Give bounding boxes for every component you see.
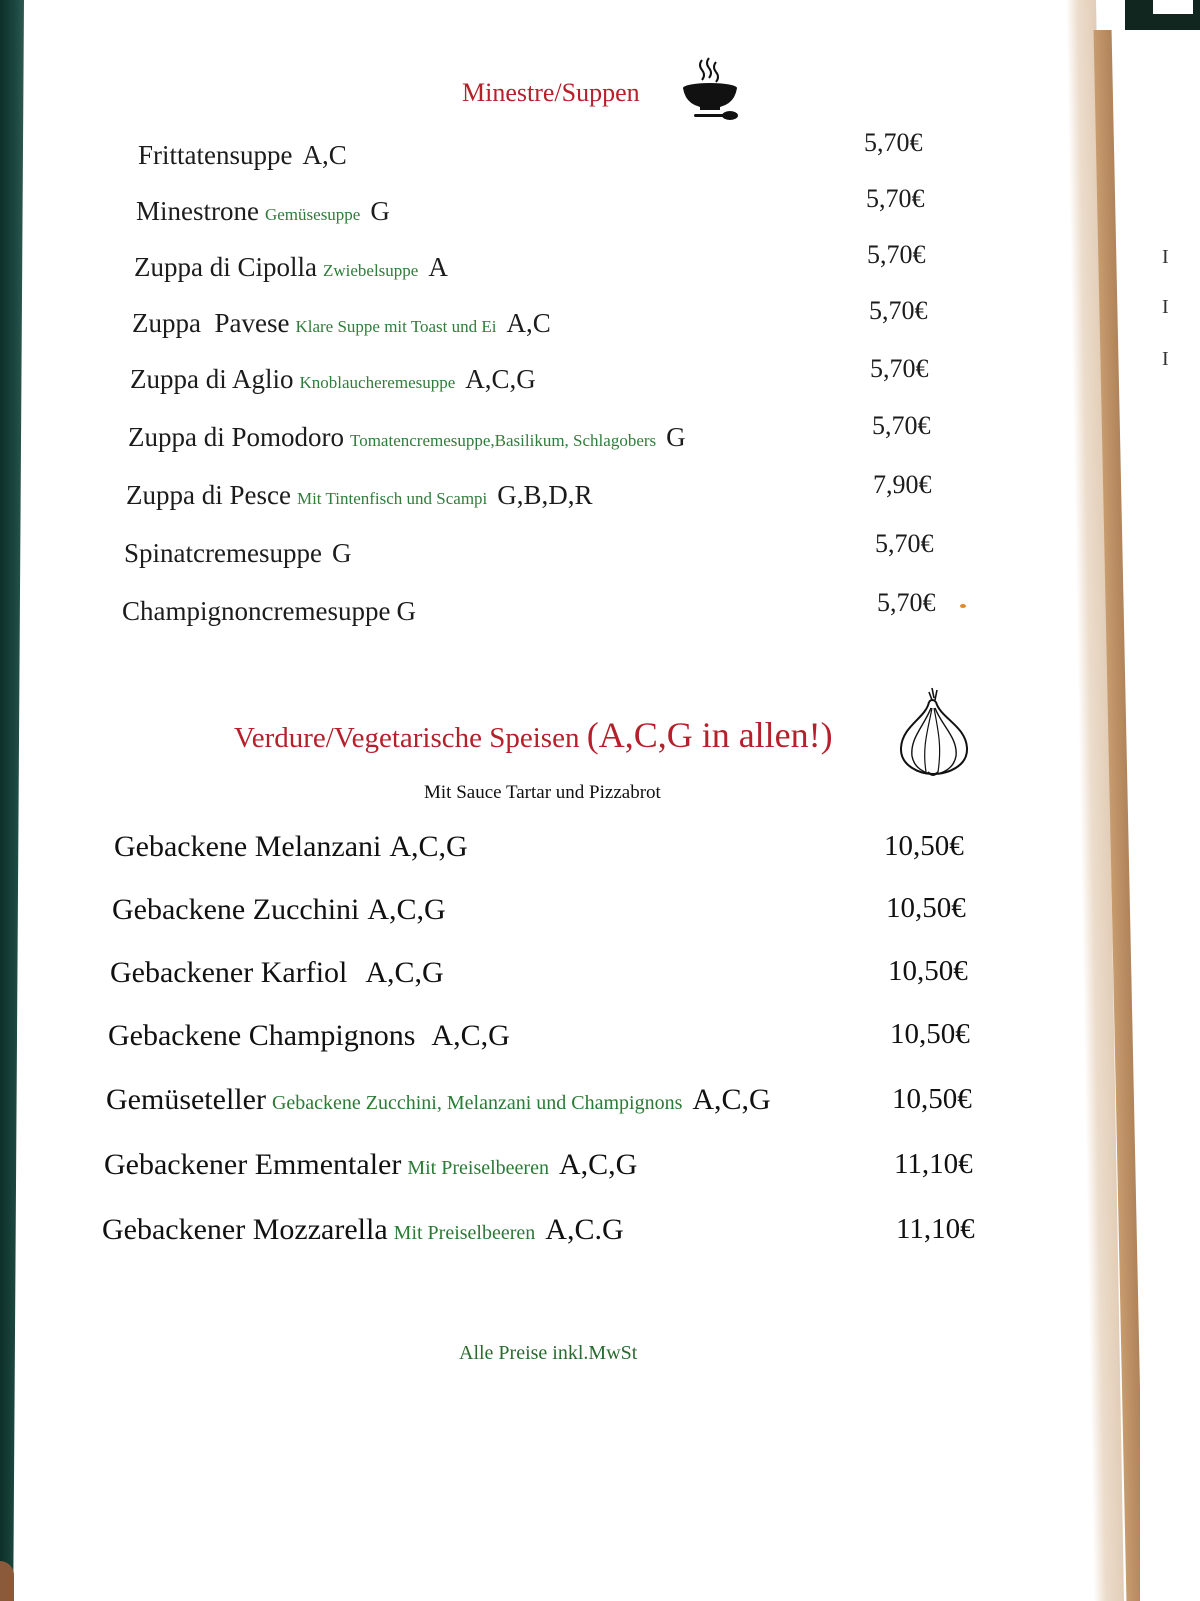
menu-item: [110, 956, 444, 990]
menu-item: [124, 538, 351, 569]
item-name: Zuppa di Pomodoro: [128, 422, 344, 452]
item-allergens: G,B,D,R: [497, 480, 593, 510]
item-description: Gebackene Zucchini, Melanzani und Champignons: [271, 1092, 683, 1114]
item-price: 5,70€: [867, 240, 926, 269]
menu-item: [122, 596, 416, 627]
item-price: 10,50€: [892, 1083, 972, 1115]
price-footnote: Alle Preise inkl.MwSt: [459, 1342, 638, 1364]
item-description: Klare Suppe mit Toast und Ei: [295, 317, 497, 336]
section-title-soups: Minestre/Suppen: [462, 78, 640, 107]
item-price: 5,70€: [866, 184, 925, 213]
item-name: Gebackener Mozzarella: [102, 1213, 388, 1246]
item-price: 10,50€: [884, 830, 964, 862]
item-allergens: A,C,G: [692, 1083, 771, 1116]
item-allergens: A,C,G: [431, 1019, 510, 1052]
menu-item: [128, 422, 686, 453]
item-price: 5,70€: [870, 354, 929, 383]
item-price: 5,70€: [877, 588, 936, 617]
section-subtitle: Mit Sauce Tartar und Pizzabrot: [424, 782, 661, 803]
item-allergens: G: [396, 596, 416, 626]
item-price: 5,70€: [869, 296, 928, 325]
item-name: Zuppa di Aglio: [130, 364, 294, 394]
item-name: Gebackener Emmentaler: [104, 1148, 402, 1181]
item-price: 10,50€: [886, 892, 966, 924]
menu-item: [108, 1019, 510, 1053]
item-price: 7,90€: [873, 470, 932, 499]
item-description: Tomatencremesuppe,Basilikum, Schlagobers: [350, 431, 657, 450]
menu-item: [138, 140, 347, 171]
item-allergens: G: [370, 196, 390, 226]
item-allergens: A,C: [302, 140, 347, 170]
item-allergens: A,C.G: [545, 1213, 624, 1246]
item-name: Gebackene Zucchini: [112, 893, 360, 926]
item-price: 5,70€: [864, 128, 923, 157]
item-allergens: A,C,G: [558, 1148, 638, 1181]
section-title-text: Verdure/Vegetarische Speisen: [234, 722, 580, 754]
item-name: Champignoncremesuppe: [122, 596, 391, 626]
item-allergens: A,C,G: [367, 893, 446, 926]
item-name: Minestrone: [136, 196, 259, 226]
menu-item: [112, 893, 446, 927]
item-name: Gebackene Champignons: [108, 1019, 416, 1052]
item-description: Mit Preiselbeeren: [407, 1157, 549, 1179]
item-price: 5,70€: [872, 411, 931, 440]
section-title-vegetarian: [234, 714, 833, 756]
item-name: Frittatensuppe: [138, 140, 293, 170]
item-allergens: G: [666, 422, 686, 452]
item-name: Gebackener Karfiol: [110, 956, 348, 989]
item-description: Knoblaucheremesuppe: [299, 373, 456, 392]
photo-edge-left: [0, 0, 24, 1601]
item-name: Zuppa di Pesce: [126, 480, 291, 510]
onion-icon: [896, 686, 972, 778]
menu-item: [130, 364, 536, 395]
item-name: Zuppa Pavese: [132, 308, 290, 338]
menu-item: [132, 308, 551, 339]
menu-item: [134, 252, 448, 283]
item-allergens: A,C: [506, 308, 551, 338]
item-allergens: A,C,G: [389, 830, 468, 863]
item-allergens: A,C,G: [365, 956, 444, 989]
frame-top: [1125, 0, 1200, 30]
item-name: Gebackene Melanzani: [114, 830, 382, 863]
item-price: 11,10€: [896, 1213, 975, 1245]
item-description: Gemüsesuppe: [264, 205, 361, 224]
photo-finger: [0, 1561, 14, 1601]
soup-bowl-icon: [680, 56, 740, 122]
item-name: Gemüseteller: [106, 1083, 266, 1116]
menu-item: [102, 1213, 624, 1247]
section-title-note: (A,C,G in allen!): [586, 715, 833, 755]
menu-item: [106, 1083, 771, 1117]
item-description: Mit Tintenfisch und Scampi: [296, 489, 488, 508]
item-name: Spinatcremesuppe: [124, 538, 322, 568]
item-price: 10,50€: [888, 955, 968, 987]
item-price: 11,10€: [894, 1148, 973, 1180]
item-allergens: A,C,G: [465, 364, 536, 394]
stain-mark: [960, 604, 966, 608]
menu-item: [126, 480, 593, 511]
item-description: Mit Preiselbeeren: [393, 1222, 536, 1244]
menu-item: [114, 830, 468, 864]
next-page-edge: I I I: [1140, 40, 1200, 1601]
item-allergens: A: [428, 252, 448, 282]
item-allergens: G: [331, 538, 352, 568]
item-description: Zwiebelsuppe: [322, 261, 419, 280]
item-price: 10,50€: [890, 1018, 970, 1050]
menu-item: [136, 196, 390, 227]
item-name: Zuppa di Cipolla: [134, 252, 317, 282]
menu-item: [104, 1148, 637, 1182]
item-price: 5,70€: [875, 529, 934, 558]
